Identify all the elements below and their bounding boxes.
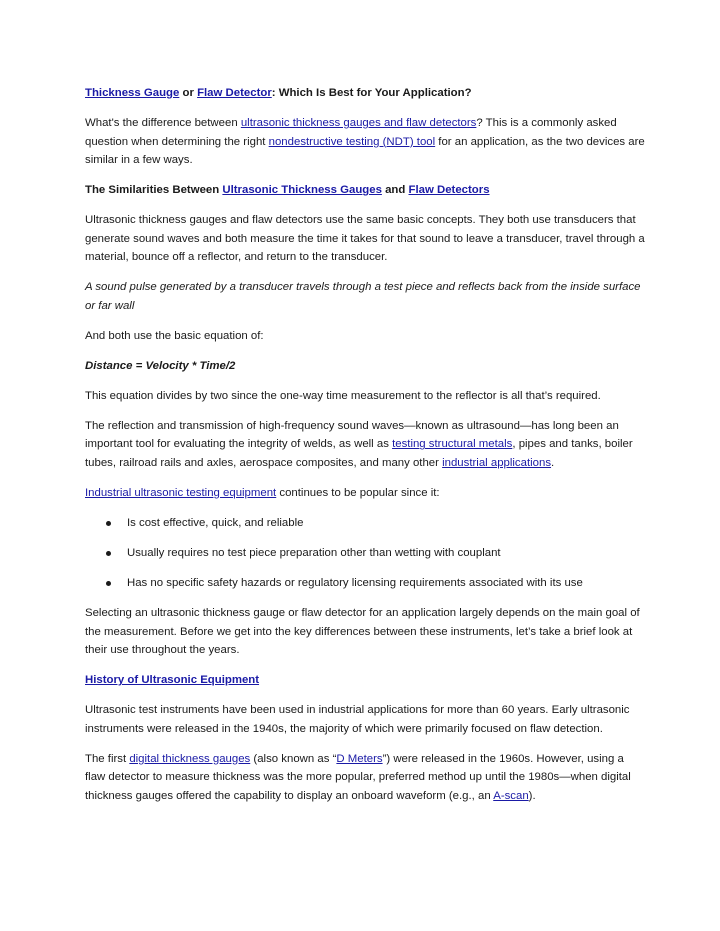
a-scan-link[interactable]: A-scan (493, 789, 529, 802)
sound-pulse-caption: A sound pulse generated by a transducer travels through a test piece and reflects back from the inside surface or far wall (85, 281, 641, 312)
list-item (85, 574, 645, 593)
equation-intro: And both use the basic equation of: (85, 329, 264, 342)
history-link[interactable]: History of Ultrasonic Equipment (85, 674, 260, 687)
reflection-paragraph (85, 417, 645, 473)
bullet-icon (106, 521, 111, 526)
similarities-heading-and: and (381, 184, 409, 197)
industrial-ut-equipment-link[interactable]: Industrial ultrasonic testing equipment (85, 487, 277, 500)
equation-text: Distance = Velocity * Time/2 (85, 359, 236, 372)
testing-structural-metals-link[interactable]: testing structural metals (392, 438, 513, 451)
flaw-detector-link[interactable]: Flaw Detector (197, 87, 272, 99)
bullet-icon (106, 581, 111, 586)
article-title (85, 84, 645, 103)
bullet-icon (106, 551, 111, 556)
gauges-and-detectors-link[interactable]: ultrasonic thickness gauges and flaw detectors (240, 116, 477, 129)
title-or-text: or (179, 87, 198, 99)
intro-text-2: ? This is a commonly asked question when determining the right (85, 116, 617, 148)
digital-thickness-gauges-link[interactable]: digital thickness gauges (129, 752, 251, 765)
divides-paragraph: This equation divides by two since the one-way time measurement to the reflector is all that’s required. (85, 389, 601, 402)
first-text-1: The first (85, 752, 130, 765)
flaw-detectors-link[interactable]: Flaw Detectors (408, 184, 490, 197)
ultrasonic-thickness-gauges-link[interactable]: Ultrasonic Thickness Gauges (222, 184, 382, 197)
title-rest-text: : Which Is Best for Your Application? (271, 87, 472, 99)
first-text-4: ). (528, 789, 536, 802)
intro-paragraph (85, 114, 645, 170)
ndt-tool-link[interactable]: nondestructive testing (NDT) tool (268, 135, 436, 148)
intro-text-1: What's the difference between (85, 116, 241, 129)
first-gauges-paragraph (85, 750, 645, 806)
industrial-applications-link[interactable]: industrial applications (442, 457, 552, 470)
list-item-text: Is cost effective, quick, and reliable (127, 517, 304, 529)
intro-text-3: for an application, as the two devices are similar in a few ways. (85, 135, 645, 167)
similarities-heading-text: The Similarities Between (85, 184, 223, 197)
list-item-text: Usually requires no test piece preparation other than wetting with couplant (127, 546, 501, 559)
benefits-list (85, 514, 645, 593)
concepts-paragraph: Ultrasonic thickness gauges and flaw detectors use the same basic concepts. They both use transducers that generate sound waves and both measure the time it takes for that sound to leave a transducer, travel through a material, bounce off a reflector, and return to the transducer. (85, 214, 645, 264)
popular-text: continues to be popular since it: (276, 487, 440, 500)
selecting-paragraph: Selecting an ultrasonic thickness gauge or flaw detector for an application largely depends on the main goal of the measurement. Before we get into the key differences between these instruments, let’s take a brief look at their use throughout the years. (85, 606, 640, 657)
reflection-text-1: The reflection and transmission of high-frequency sound waves—known as ultrasound—has long been an important tool for evaluating the integrity of welds, as well as (85, 419, 619, 451)
thickness-gauge-link[interactable]: Thickness Gauge (85, 87, 180, 99)
reflection-text-2: , pipes and tanks, boiler tubes, railroad rails and axles, aerospace composites, and many other (85, 438, 633, 470)
first-text-2: (also known as “ (250, 752, 337, 765)
list-item-text: Has no specific safety hazards or regulatory licensing requirements associated with its use (127, 576, 583, 589)
history-heading (85, 671, 645, 690)
popular-paragraph (85, 484, 645, 503)
d-meters-link[interactable]: D Meters (336, 752, 383, 765)
list-item (85, 514, 645, 533)
list-item (85, 544, 645, 563)
history-paragraph: Ultrasonic test instruments have been used in industrial applications for more than 60 years. Early ultrasonic instruments were released in the 1940s, the majority of which were primarily focused on flaw detection. (85, 704, 630, 735)
document-page (85, 84, 645, 817)
similarities-heading (85, 181, 645, 200)
first-text-3: ”) were released in the 1960s. However, using a flaw detector to measure thickness was the more popular, preferred method up until the 1980s—when digital thickness gauges offered the capability to display an onboard waveform (e.g., an (85, 752, 631, 802)
reflection-text-3: . (551, 457, 555, 470)
